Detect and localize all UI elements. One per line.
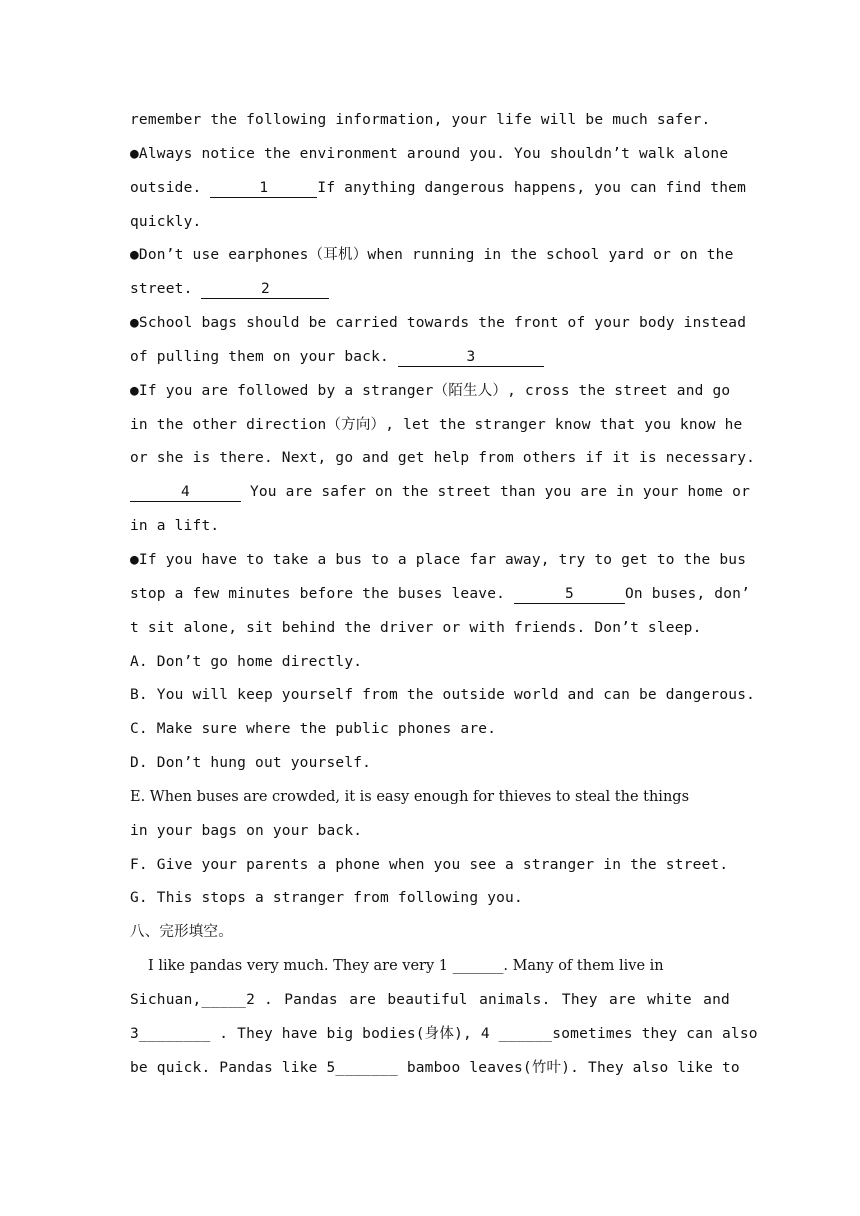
- option-text: F. Give your parents a phone when you see a stranger in the street.: [130, 856, 729, 873]
- tip-5-line: [130, 612, 730, 646]
- text-segment: or she is there. Next, go and get help from others if it is necessary.: [130, 450, 756, 467]
- text-segment: are: [349, 991, 376, 1008]
- option-a: [130, 646, 730, 680]
- option-g: [130, 882, 730, 916]
- text-segment: 3________ . They have big bodies(身体), 4 ______sometimes they can also: [130, 1025, 758, 1042]
- text-segment: ●If you are followed by a stranger（陌生人）, cross the street and go: [130, 382, 731, 399]
- tip-2-line: [130, 273, 730, 307]
- option-f: [130, 849, 730, 883]
- text-segment: quickly.: [130, 213, 202, 230]
- tip-4-line: [130, 510, 730, 544]
- tip-1-line: [130, 172, 747, 206]
- text-segment: are: [609, 991, 636, 1008]
- text-segment: of pulling them on your back.: [130, 348, 389, 365]
- text-segment: beautiful: [387, 991, 468, 1008]
- text-segment: Pandas: [284, 991, 338, 1008]
- answer-blank-2[interactable]: 2: [201, 282, 329, 299]
- text-segment: Sichuan,_____2 .: [130, 991, 273, 1008]
- tip-5-line: [130, 578, 751, 612]
- text-segment: You are safer on the street than you are in your home or: [249, 484, 751, 501]
- cloze-line: [130, 1052, 740, 1086]
- tip-4-line: [130, 476, 751, 510]
- option-b: [130, 679, 756, 713]
- text-segment: in the other direction（方向）, let the stranger know that you know he: [130, 416, 743, 433]
- answer-blank-3[interactable]: 3: [398, 350, 544, 367]
- text-segment: ●Don’t use earphones（耳机）when running in the school yard or on the: [130, 247, 734, 264]
- section-heading: [130, 916, 730, 950]
- section-title: 八、完形填空。: [130, 924, 233, 941]
- text-segment: white: [647, 991, 692, 1008]
- tip-4-line: [130, 409, 743, 443]
- tip-2-line: [130, 239, 734, 273]
- option-text: E. When buses are crowded, it is easy enough for thieves to steal the things: [130, 788, 690, 805]
- tip-3-line: [130, 341, 730, 375]
- text-line: [130, 104, 730, 138]
- cloze-line: [130, 984, 730, 1018]
- option-c: [130, 713, 730, 747]
- text-segment: be quick. Pandas like 5_______ bamboo leaves(竹叶). They also like to: [130, 1059, 740, 1076]
- text-segment: in a lift.: [130, 518, 220, 535]
- text-segment: remember the following information, your life will be much safer.: [130, 112, 711, 128]
- option-text: in your bags on your back.: [130, 822, 363, 839]
- text-segment: I like pandas very much. They are very 1 _______. Many of them live in: [148, 958, 664, 975]
- option-text: D. Don’t hung out yourself.: [130, 755, 372, 772]
- document-page: [130, 104, 758, 1085]
- text-segment: If anything dangerous happens, you can find them: [317, 179, 747, 196]
- tip-1-line: [130, 138, 730, 172]
- answer-blank-4[interactable]: 4: [130, 485, 241, 502]
- text-segment: stop a few minutes before the buses leave.: [130, 585, 506, 602]
- text-segment: animals.: [479, 991, 551, 1008]
- option-d: [130, 747, 730, 781]
- tip-4-line: [130, 375, 730, 409]
- text-segment: ●Always notice the environment around you. You shouldn’t walk alone: [130, 145, 729, 162]
- option-text: A. Don’t go home directly.: [130, 653, 363, 670]
- text-segment: street.: [130, 281, 193, 298]
- option-text: G. This stops a stranger from following you.: [130, 890, 523, 907]
- option-e: [130, 781, 730, 815]
- cloze-line: [130, 1018, 758, 1052]
- tip-5-line: [130, 544, 747, 578]
- cloze-line: [130, 950, 730, 984]
- option-text: B. You will keep yourself from the outside world and can be dangerous.: [130, 687, 756, 704]
- text-segment: On buses, don’: [625, 585, 751, 602]
- text-segment: ●If you have to take a bus to a place far away, try to get to the bus: [130, 551, 747, 568]
- tip-3-line: [130, 307, 747, 341]
- answer-blank-1[interactable]: 1: [210, 181, 317, 198]
- text-segment: t sit alone, sit behind the driver or with friends. Don’t sleep.: [130, 619, 702, 636]
- text-segment: They: [561, 991, 598, 1008]
- tip-4-line: [130, 442, 756, 476]
- answer-blank-5[interactable]: 5: [514, 587, 625, 604]
- text-segment: outside.: [130, 179, 202, 196]
- tip-1-line: [130, 206, 730, 240]
- option-text: C. Make sure where the public phones are.: [130, 721, 497, 738]
- text-segment: ●School bags should be carried towards the front of your body instead: [130, 315, 747, 332]
- option-e-continued: [130, 815, 730, 849]
- text-segment: and: [703, 991, 730, 1008]
